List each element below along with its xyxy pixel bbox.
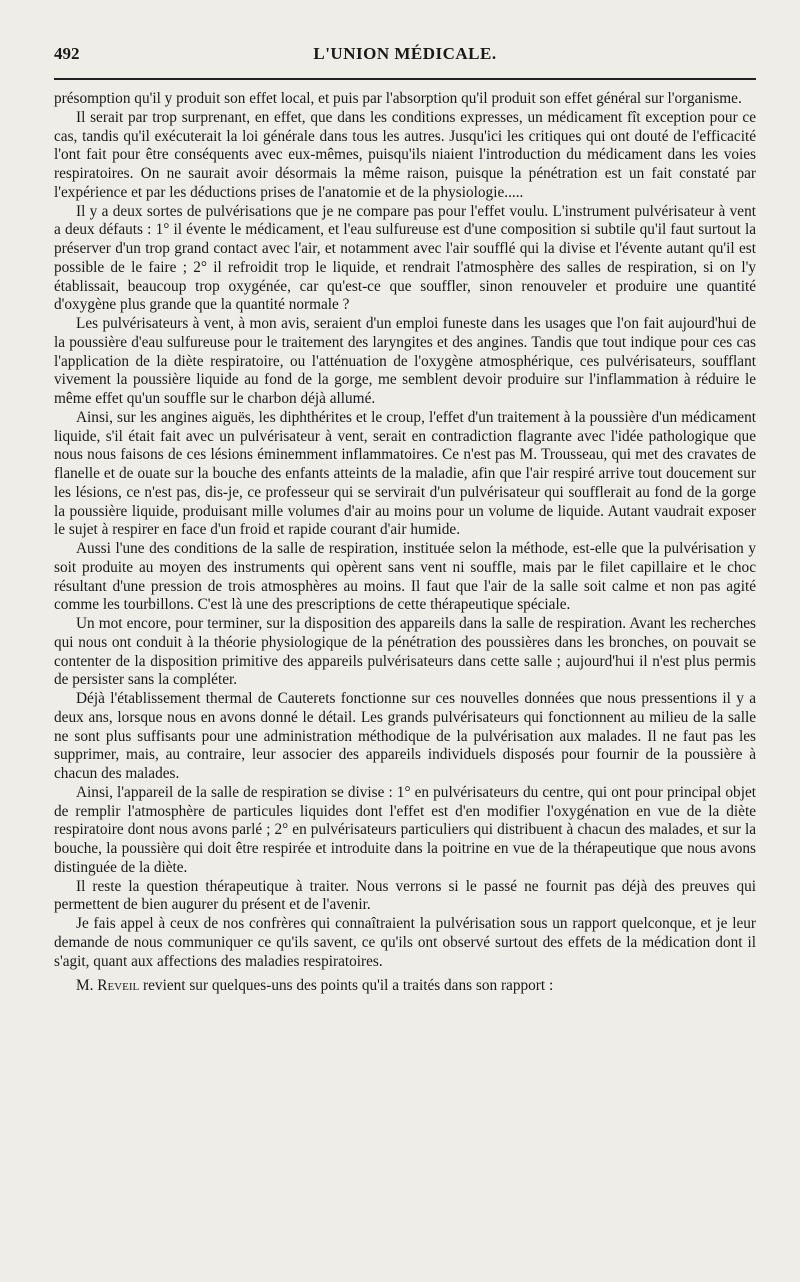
paragraph: Ainsi, sur les angines aiguës, les diphthérites et le croup, l'effet d'un traitement à la poussière d'un médicament liquide, s'il était fait avec un pulvérisateur à vent, serait en contradiction flagrante avec l'idée pathologique que nous nous faisons de ces lésions éminemment inflammatoires. Ce n'est pas M. Trousseau, qui met des cravates de flanelle et de ouate sur la bouche des enfants atteints de la maladie, afin que l'air respiré arrive tout doucement sur les lésions, ce n'est pas, dis-je, ce professeur qui se servirait d'un pulvérisateur qui soufflerait au fond de la gorge la poussière liquide, produisant mille volumes d'air au moins pour un volume de liquide. Autant vaudrait exposer le sujet à respirer en face d'un froid et rapide courant d'air humide. — [54, 408, 756, 539]
paragraph: Il reste la question thérapeutique à traiter. Nous verrons si le passé ne fournit pas déjà des preuves qui permettent de bien augurer du présent et de l'avenir. — [54, 877, 756, 914]
paragraph: Il y a deux sortes de pulvérisations que je ne compare pas pour l'effet voulu. L'instrument pulvérisateur à vent a deux défauts : 1° il évente le médicament, et l'eau sulfureuse est d'une composition si subtile qu'il faut surtout la préserver d'un trop grand contact avec l'air, et notamment avec l'air soufflé qui la divise et l'évente autant qu'il est possible de le faire ; 2° il refroidit trop le liquide, et rendrait l'atmosphère des salles de respiration, si on l'y établissait, beaucoup trop oxygénée, car qu'est-ce que souffler, sinon renouveler et produire une quantité d'oxygène plus grande que la quantité normale ? — [54, 202, 756, 314]
speaker-paragraph — [54, 977, 756, 996]
page-header — [54, 44, 756, 74]
paragraph: Un mot encore, pour terminer, sur la disposition des appareils dans la salle de respiration. Avant les recherches qui nous ont conduit à la théorie physiologique de la pénétration des poussières dans les bronches, on pouvait se contenter de la disposition primitive des appareils pulvérisateurs dans cette salle ; aujourd'hui il n'est plus permis de persister sans la compléter. — [54, 615, 756, 689]
paragraph: Il serait par trop surprenant, en effet, que dans les conditions expresses, un médicament fît exception pour ce cas, tandis qu'il exécuterait la loi générale dans tous les autres. Jusqu'ici les critiques qui ont douté de l'efficacité l'ont fait pour être conséquents avec eux-mêmes, puisqu'ils niaient l'introduction du médicament dans les voies respiratoires. On ne saurait avoir désormais la même raison, puisque la pénétration est un fait constaté par l'expérience et par les déductions prises de l'anatomie et de la physiologie..... — [54, 108, 756, 201]
paragraph: Les pulvérisateurs à vent, à mon avis, seraient d'un emploi funeste dans les usages que l'on fait aujourd'hui de la poussière d'eau sulfureuse pour le traitement des laryngites et des angines. Tandis que tout indique pour ces cas l'application de la diète respiratoire, ou l'atténuation de l'oxygène atmosphérique, ces pulvérisateurs, soufflant vivement la poussière liquide au fond de la gorge, me semblent devoir produire sur l'inflammation à réduire le même effet qu'un souffle sur le charbon déjà allumé. — [54, 315, 756, 407]
speaker-text: revient sur quelques-uns des points qu'il a traités dans son rapport : — [139, 977, 554, 995]
header-rule — [54, 78, 756, 80]
paragraph: présomption qu'il y produit son effet local, et puis par l'absorption qu'il produit son effet général sur l'organisme. — [54, 90, 742, 107]
running-head: L'UNION MÉDICALE. — [313, 44, 497, 63]
page-number: 492 — [54, 44, 80, 63]
speaker-prefix: M. — [76, 977, 98, 995]
speaker-name: Reveil — [97, 977, 140, 995]
paragraph: Déjà l'établissement thermal de Cauterets fonctionne sur ces nouvelles données que nous pressentions il y a deux ans, lorsque nous en avons donné le détail. Les grands pulvérisateurs qui fonctionnent au milieu de la salle ne sont plus suffisants pour une administration méthodique de la pulvérisation aux malades. Il ne faut pas les supprimer, mais, au contraire, leur associer des appareils individuels disposés pour fournir de la poussière à chacun des malades. — [54, 690, 756, 782]
paragraph: Ainsi, l'appareil de la salle de respiration se divise : 1° en pulvérisateurs du centre, qui ont pour principal objet de remplir l'atmosphère de particules liquides dont l'effet est d'en modifier l'oxygénation en vue de la diète respiratoire dont nous avons parlé ; 2° en pulvérisateurs particuliers qui distribuent à chacun des malades, et sur la bouche, la poussière qui doit être respirée et introduite dans la poitrine en vue de la thérapeutique que nous avons distinguée de la diète. — [54, 783, 756, 876]
paragraph: Je fais appel à ceux de nos confrères qui connaîtraient la pulvérisation sous un rapport quelconque, et je leur demande de nous communiquer ce qu'ils savent, ce qu'ils ont observé surtout des effets de la médication dont il s'agit, quant aux affections des maladies respiratoires. — [54, 915, 756, 970]
article-body — [54, 90, 756, 996]
paragraph: Aussi l'une des conditions de la salle de respiration, instituée selon la méthode, est-elle que la pulvérisation y soit produite au moyen des instruments qui opèrent sans vent ni souffle, mais par le filet capillaire et le choc résultant d'une pression de trois atmosphères au moins. Il faut que l'air de la salle soit calme et non pas agité comme les tourbillons. C'est là une des prescriptions de cette thérapeutique spéciale. — [54, 540, 756, 614]
